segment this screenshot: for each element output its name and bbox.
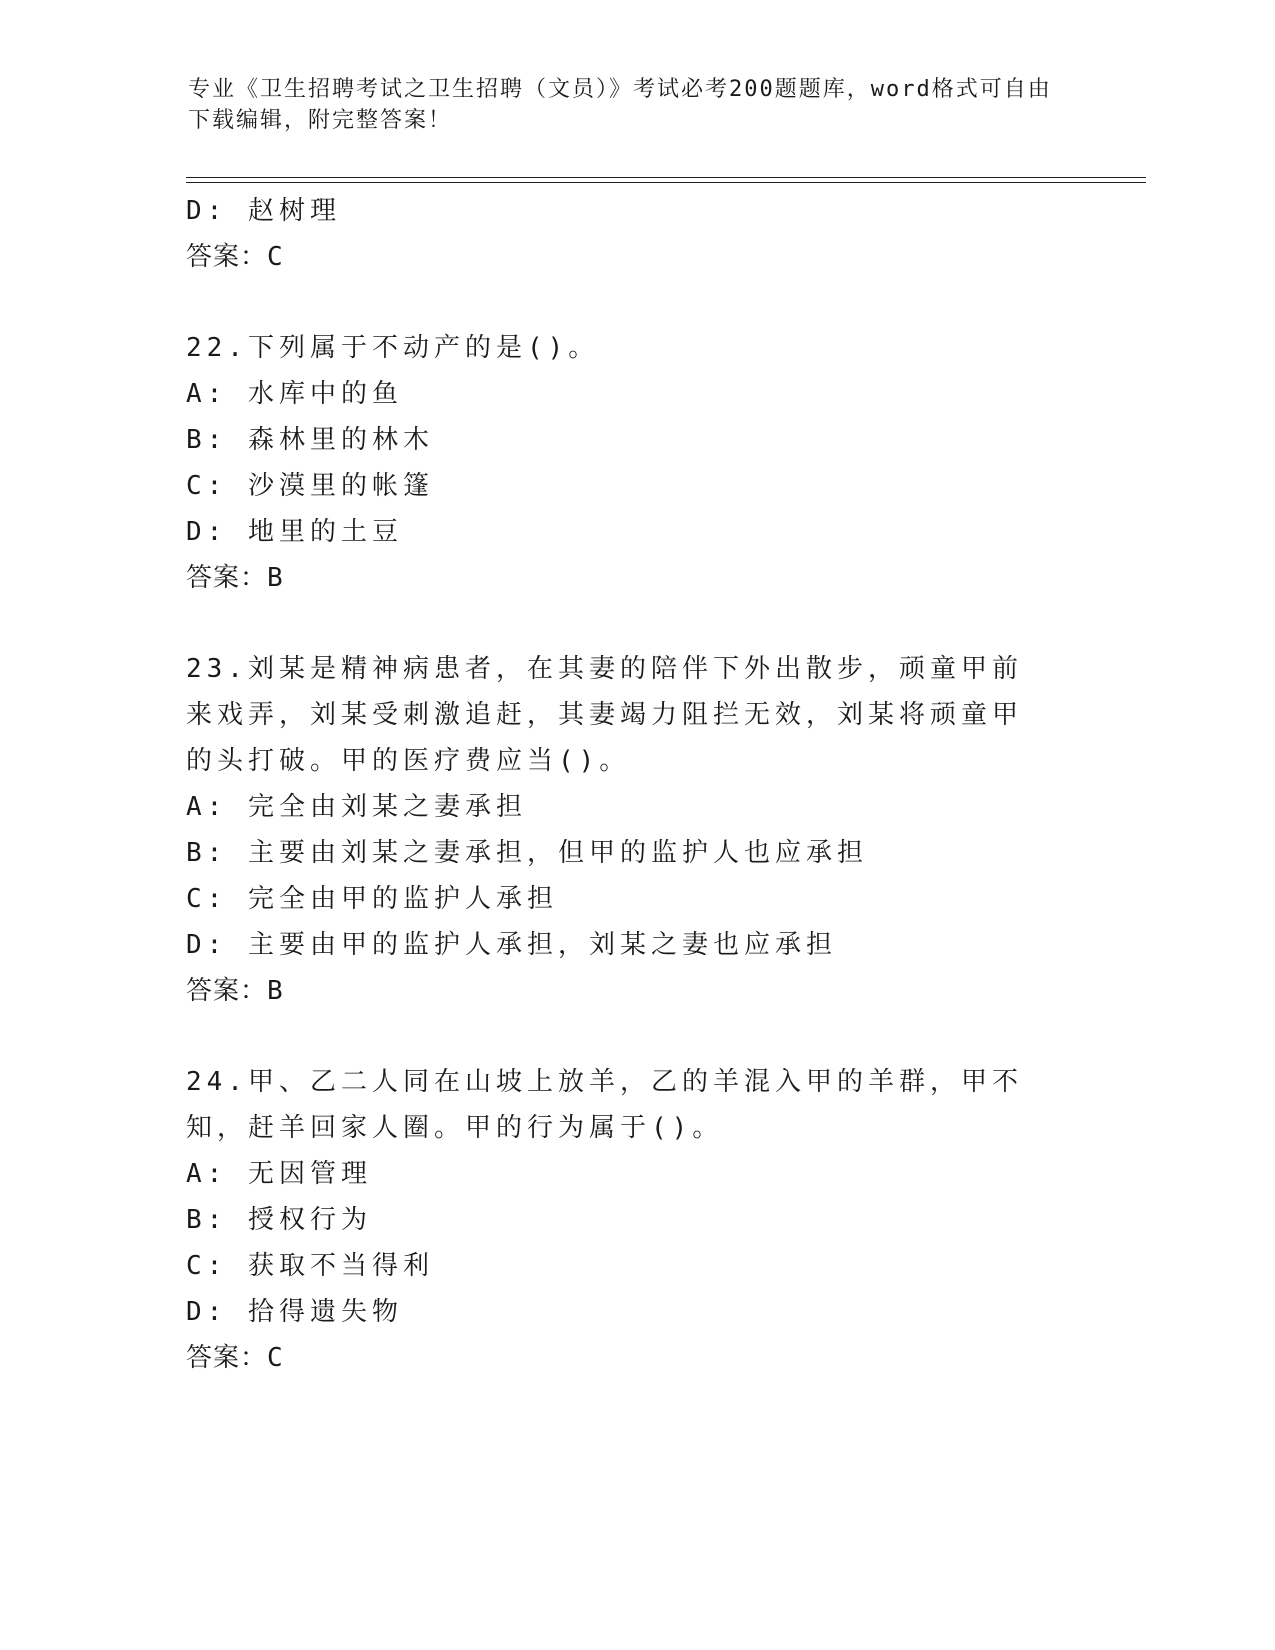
option-b: B: 授权行为	[186, 1205, 372, 1235]
question-24	[186, 1059, 1086, 1381]
option-d: D: 拾得遗失物	[186, 1297, 403, 1327]
spacer	[186, 601, 1086, 646]
option-c: C: 完全由甲的监护人承担	[186, 884, 558, 914]
question-answer: 答案：B	[186, 976, 284, 1006]
option-c: C: 获取不当得利	[186, 1251, 434, 1281]
carryover-option-d: D: 赵树理	[186, 196, 341, 226]
question-answer: 答案：B	[186, 563, 284, 593]
spacer	[186, 280, 1086, 325]
option-b: B: 森林里的林木	[186, 425, 434, 455]
question-stem: 22.下列属于不动产的是()。	[186, 333, 600, 363]
header-divider-top	[186, 177, 1146, 178]
question-22	[186, 325, 1086, 601]
option-c: C: 沙漠里的帐篷	[186, 471, 434, 501]
option-d: D: 地里的土豆	[186, 517, 403, 547]
question-answer: 答案：C	[186, 1343, 284, 1373]
question-stem: 23.刘某是精神病患者，在其妻的陪伴下外出散步，顽童甲前来戏弄，刘某受刺激追赶，其妻竭力阻拦无效，刘某将顽童甲的头打破。甲的医疗费应当()。	[186, 654, 1024, 776]
option-a: A: 水库中的鱼	[186, 379, 403, 409]
question-23	[186, 646, 1086, 1014]
question-content	[186, 188, 1086, 1381]
spacer	[186, 1014, 1086, 1059]
carryover-answer: 答案：C	[186, 242, 284, 272]
header-divider-bottom	[186, 182, 1146, 183]
option-d: D: 主要由甲的监护人承担，刘某之妻也应承担	[186, 930, 837, 960]
option-b: B: 主要由刘某之妻承担，但甲的监护人也应承担	[186, 838, 868, 868]
document-header: 专业《卫生招聘考试之卫生招聘（文员）》考试必考200题题库，word格式可自由下载编辑，附完整答案！	[188, 77, 1052, 133]
option-a: A: 完全由刘某之妻承担	[186, 792, 527, 822]
option-a: A: 无因管理	[186, 1159, 372, 1189]
question-stem: 24.甲、乙二人同在山坡上放羊，乙的羊混入甲的羊群，甲不知，赶羊回家人圈。甲的行为属于()。	[186, 1067, 1023, 1143]
